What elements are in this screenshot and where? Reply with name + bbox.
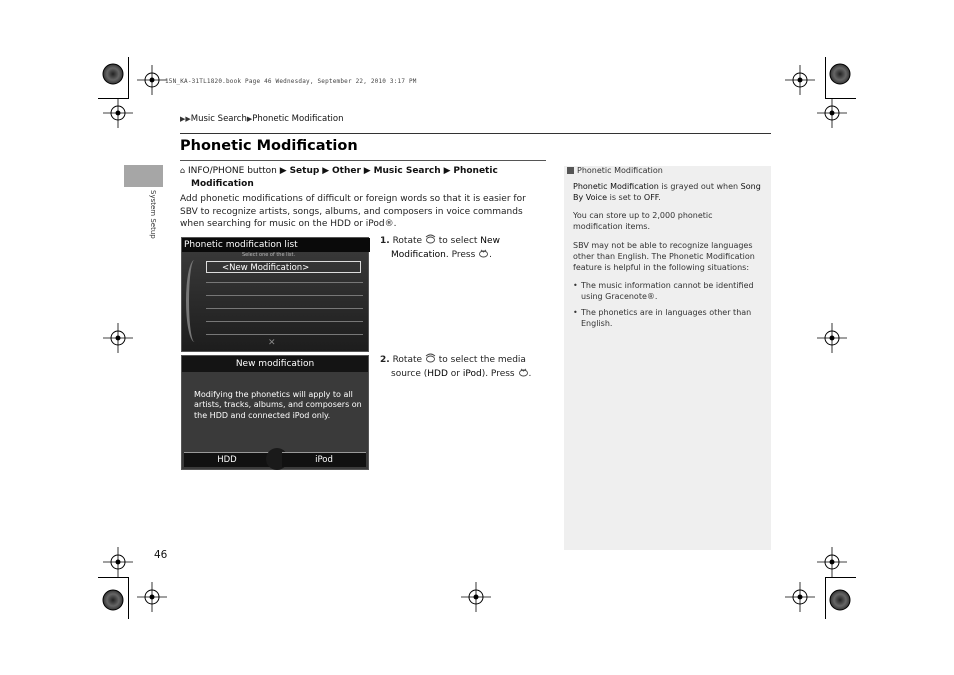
step-text: to select the media [438, 355, 526, 365]
list-divider [206, 295, 363, 296]
step-text: Rotate [392, 355, 423, 365]
sidebar-term: Song By Voice [573, 182, 761, 202]
step-term: New [480, 236, 500, 246]
print-header: 15N_KA-31TL1820.book Page 46 Wednesday, September 22, 2010 3:17 PM [165, 78, 417, 85]
home-button-icon: ⌂ [180, 166, 186, 175]
sidebar-text: is grayed out when [661, 182, 739, 191]
sidebar-paragraph: SBV may not be able to recognize languages other than English. The Phonetic Modification feature is helpful in the following situations: [573, 241, 755, 272]
sidebar-heading-text: Phonetic Modification [577, 166, 663, 175]
page-title: Phonetic Modification [180, 138, 358, 154]
press-knob-icon [518, 367, 529, 377]
step-number: 1. [380, 236, 390, 246]
breadcrumb [180, 114, 343, 124]
arrow-icon: ▶ [246, 115, 253, 123]
step-term: HDD [427, 368, 448, 379]
intro-paragraph: Add phonetic modifications of difficult or foreign words so that it is easier for SBV to recognize artists, songs, albums, and composers in voice commands when searching for music on the HDD or iPod®. [180, 194, 526, 230]
screen-new-modification [181, 355, 369, 470]
list-item-new-modification[interactable]: <New Modification> [206, 261, 361, 273]
nav-item: Setup [289, 166, 320, 176]
sidebar-text: is set to [609, 193, 642, 202]
scroll-down-icon: ✕ [268, 338, 276, 348]
section-tab [124, 165, 163, 187]
section-label: System Setup [149, 190, 157, 239]
sidebar-bullet: • The phonetics are in languages other than English. [573, 307, 763, 329]
screen-phonetic-list [181, 237, 369, 352]
nav-item: Phonetic [453, 166, 498, 176]
sidebar-bullet: • The music information cannot be identified using Gracenote®. [573, 280, 763, 302]
step-text: source ( [391, 368, 428, 379]
screen-subtitle: Select one of the list. [242, 252, 296, 258]
step-text: . [528, 368, 532, 379]
list-divider [206, 334, 363, 335]
nav-item: Music Search [373, 166, 441, 176]
step-text: or [450, 368, 460, 379]
sidebar-text: . [658, 193, 661, 202]
breadcrumb-item[interactable]: Music Search [190, 114, 247, 124]
step-term: iPod [462, 368, 482, 379]
step-text: ). Press [481, 368, 515, 379]
arrow-icon: ▶▶ [180, 115, 191, 123]
sidebar-paragraph: You can store up to 2,000 phonetic modification items. [573, 211, 713, 231]
list-divider [206, 308, 363, 309]
step-text: . [489, 249, 493, 260]
step-text: . Press [445, 249, 476, 260]
arrow-icon: ▶ [279, 166, 287, 176]
rotate-knob-icon [425, 234, 436, 244]
nav-prefix: INFO/PHONE button [187, 166, 277, 176]
header-rule [180, 133, 771, 134]
screen-message: Modifying the phonetics will apply to all artists, tracks, albums, and composers on the HDD and connected iPod only. [194, 390, 362, 420]
sidebar-term: OFF [643, 193, 659, 202]
nav-item: Other [331, 166, 361, 176]
page-number: 46 [154, 549, 168, 561]
sidebar-term: Phonetic Modification [573, 182, 659, 191]
ipod-button[interactable]: iPod [282, 452, 366, 467]
sidebar-heading [567, 166, 663, 175]
arrow-icon: ▶ [363, 166, 371, 176]
step-2 [380, 353, 540, 380]
navigation-path [180, 164, 540, 191]
breadcrumb-item[interactable]: Phonetic Modification [252, 114, 344, 124]
screen-title: Phonetic modification list [182, 238, 370, 252]
press-knob-icon [478, 248, 489, 258]
list-divider [206, 321, 363, 322]
arrow-icon: ▶ [443, 166, 451, 176]
step-term: Modification [391, 249, 446, 260]
screen-title: New modification [182, 356, 368, 372]
rotate-knob-icon [425, 353, 436, 363]
list-divider [206, 282, 363, 283]
step-1 [380, 234, 540, 261]
title-rule [180, 160, 546, 161]
step-number: 2. [380, 355, 390, 365]
nav-item: Modification [191, 179, 254, 189]
reference-icon [567, 167, 574, 174]
hdd-button[interactable]: HDD [184, 452, 270, 467]
scroll-arc [186, 260, 203, 342]
step-text: Rotate [392, 236, 423, 246]
arrow-icon: ▶ [322, 166, 330, 176]
sidebar-paragraph [573, 181, 763, 203]
step-text: to select [438, 236, 478, 246]
